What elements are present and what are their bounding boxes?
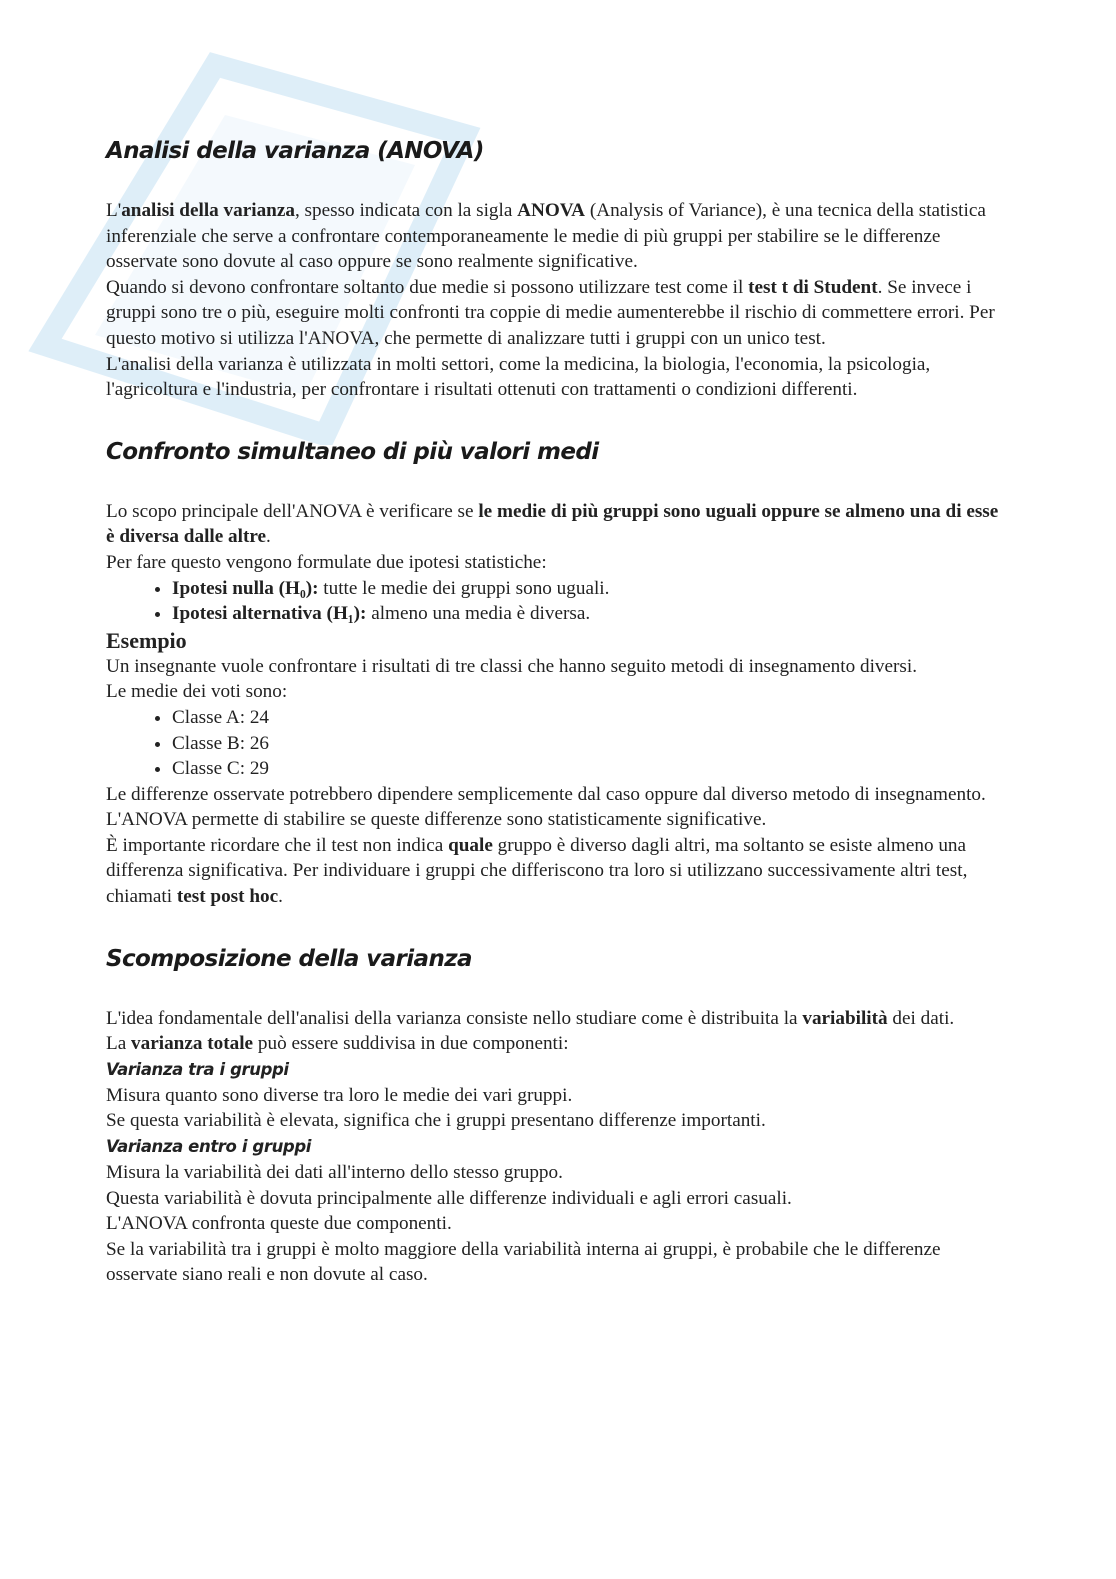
subtitle-varianza-tra: Varianza tra i gruppi: [106, 1059, 289, 1079]
section-title-confronto: Confronto simultaneo di più valori medi: [106, 438, 599, 465]
list-item-classe-a: • Classe A: 24: [172, 705, 1006, 731]
paragraph-differenze: Le differenze osservate potrebbero dipendere semplicemente dal caso oppure dal diverso metodo di insegnamento.: [106, 783, 986, 805]
paragraph-ipotesi-intro: Per fare questo vengono formulate due ipotesi statistiche:: [106, 551, 547, 573]
section-title-anova: Analisi della varianza (ANOVA): [106, 138, 484, 164]
paragraph-entro-1: Misura la variabilità dei dati all'interno dello stesso gruppo.: [106, 1162, 563, 1184]
class-means-list: [106, 705, 1006, 782]
paragraph-varianza-totale: La varianza totale può essere suddivisa in due componenti:: [106, 1033, 569, 1055]
section-title-scomposizione: Scomposizione della varianza: [106, 945, 472, 972]
paragraph-entro-4: Se la variabilità tra i gruppi è molto maggiore della variabilità interna ai gruppi, è probabile che le differenze osservate siano reali e non dovute al caso.: [106, 1238, 941, 1286]
paragraph-medie-intro: Le medie dei voti sono:: [106, 681, 288, 703]
subtitle-varianza-entro: Varianza entro i gruppi: [106, 1137, 311, 1157]
paragraph-tra-1: Misura quanto sono diverse tra loro le medie dei vari gruppi.: [106, 1084, 573, 1106]
example-title: Esempio: [106, 627, 187, 653]
list-item-h1: • Ipotesi alternativa (H₁): almeno una media è diversa.: [172, 601, 1006, 627]
hypotheses-list: [106, 576, 1006, 627]
list-item-h0: • Ipotesi nulla (H₀): tutte le medie dei gruppi sono uguali.: [172, 576, 1006, 602]
paragraph-post-hoc: È importante ricordare che il test non indica quale gruppo è diverso dagli altri, ma soltanto se esiste almeno una differenza significativa. Per individuare i gruppi che differiscono tra loro si utilizzano successivamente altri test, chiamati test post hoc.: [106, 834, 968, 908]
paragraph-anova-definition: L'analisi della varianza, spesso indicata con la sigla ANOVA (Analysis of Variance), è una tecnica della statistica inferenziale che serve a confrontare contemporaneamente le medie di più gruppi per stabilire se le differenze osservate sono dovute al caso oppure se sono realmente significative.: [106, 200, 986, 273]
paragraph-entro-2: Questa variabilità è dovuta principalmente alle differenze individuali e agli errori casuali.: [106, 1187, 792, 1209]
document-body: [106, 132, 1006, 1288]
paragraph-applications: L'analisi della varianza è utilizzata in molti settori, come la medicina, la biologia, l'economia, la psicologia, l'agricoltura e l'industria, per confrontare i risultati ottenuti con trattamenti o condizioni differenti.: [106, 353, 931, 401]
paragraph-scopo: Lo scopo principale dell'ANOVA è verificare se le medie di più gruppi sono uguali oppure se almeno una di esse è diversa dalle altre.: [106, 500, 999, 548]
paragraph-example-text: Un insegnante vuole confrontare i risultati di tre classi che hanno seguito metodi di insegnamento diversi.: [106, 655, 917, 677]
list-item-classe-c: • Classe C: 29: [172, 756, 1006, 782]
paragraph-t-test: Quando si devono confrontare soltanto due medie si possono utilizzare test come il test t di Student. Se invece i gruppi sono tre o più, eseguire molti confronti tra coppie di medie aumenterebbe il rischio di commettere errori. Per questo motivo si utilizza l'ANOVA, che permette di analizzare tutti i gruppi con un unico test.: [106, 276, 995, 349]
paragraph-anova-stabilire: L'ANOVA permette di stabilire se queste differenze sono statisticamente significative.: [106, 809, 767, 831]
paragraph-tra-2: Se questa variabilità è elevata, significa che i gruppi presentano differenze importanti.: [106, 1110, 766, 1132]
paragraph-idea-fondamentale: L'idea fondamentale dell'analisi della varianza consiste nello studiare come è distribuita la variabilità dei dati.: [106, 1007, 955, 1029]
list-item-classe-b: • Classe B: 26: [172, 731, 1006, 757]
paragraph-entro-3: L'ANOVA confronta queste due componenti.: [106, 1213, 452, 1235]
